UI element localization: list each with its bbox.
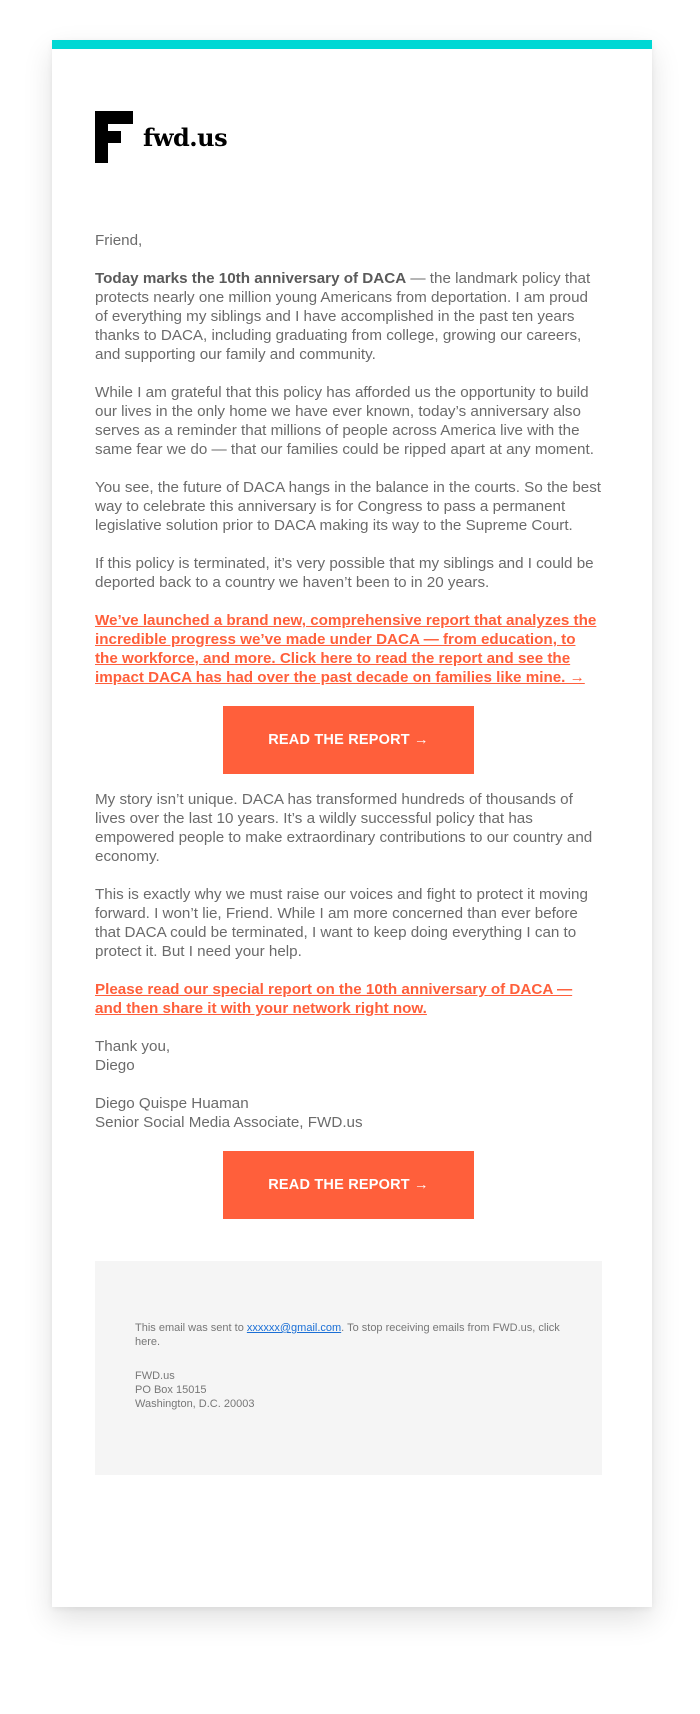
cta-container-2 [95,1151,602,1219]
address-line-1: FWD.us [135,1370,175,1382]
read-report-button-1[interactable]: READ THE REPORT → [223,706,474,774]
accent-bar [52,40,652,49]
footer-address [135,1369,562,1411]
signature-title: Senior Social Media Associate, FWD.us [95,1114,363,1131]
paragraph-2: While I am grateful that this policy has afforded us the opportunity to build our lives in the only home we have ever known, today’s anniversary also serves as a reminder that millions of people across America live with the same fear we do — that our families could be ripped apart at any moment. [95,384,594,458]
report-link-paragraph [95,611,602,687]
email-body [95,231,602,1219]
signoff-line-1: Thank you, [95,1038,171,1055]
address-line-3: Washington, D.C. 20003 [135,1398,255,1410]
unsubscribe-text[interactable]: . To stop receiving emails from FWD.us, click here. [135,1322,560,1348]
greeting: Friend, [95,232,143,249]
signoff-line-2: Diego [95,1057,135,1074]
email-card [52,40,652,1607]
share-link-paragraph [95,980,602,1018]
report-link[interactable]: We’ve launched a brand new, comprehensive report that analyzes the incredible progress we’ve made under DACA — from education, to the workforce, and more. Click here to read the report and see the impact DACA has had over the past decade on families like mine. → [95,612,597,686]
signature [95,1037,602,1132]
fwd-logo-mark-icon [95,111,133,163]
email-content [52,111,652,1475]
signature-name: Diego Quispe Huaman [95,1095,249,1112]
address-line-2: PO Box 15015 [135,1384,207,1396]
paragraph-3: You see, the future of DACA hangs in the balance in the courts. So the best way to celebrate this anniversary is for Congress to pass a permanent legislative solution prior to DACA making its way to the Supreme Court. [95,479,602,534]
paragraph-1 [95,269,602,364]
email-footer [95,1261,602,1475]
paragraph-5: My story isn’t unique. DACA has transformed hundreds of thousands of lives over the last 10 years. It’s a wildly successful policy that has empowered people to make extraordinary contributions to our country and economy. [95,791,593,865]
cta-container-1 [95,706,602,774]
paragraph-1-rest: — the landmark policy that protects nearly one million young Americans from deportation. I am proud of everything my siblings and I have accomplished in the past ten years thanks to DACA, including graduating from college, growing our careers, and supporting our family and community. [95,270,591,363]
share-report-link[interactable]: Please read our special report on the 10th anniversary of DACA — and then share it with your network right now. [95,981,573,1017]
brand-name: fwd.us [143,122,228,152]
footer-sent-notice: This email was sent to xxxxxx@gmail.com. To stop receiving emails from FWD.us, click here. [135,1322,560,1348]
brand-logo[interactable] [95,111,602,163]
recipient-email-link[interactable]: xxxxxx@gmail.com [246,1322,342,1334]
read-report-button-2[interactable]: READ THE REPORT → [223,1151,474,1219]
paragraph-4: If this policy is terminated, it’s very possible that my siblings and I could be deported back to a country we haven’t been to in 20 years. [95,555,594,591]
paragraph-1-bold: Today marks the 10th anniversary of DACA [95,270,407,287]
paragraph-6: This is exactly why we must raise our voices and fight to protect it moving forward. I won’t lie, Friend. While I am more concerned than ever before that DACA could be terminated, I want to keep doing everything I can to protect it. But I need your help. [95,886,588,960]
